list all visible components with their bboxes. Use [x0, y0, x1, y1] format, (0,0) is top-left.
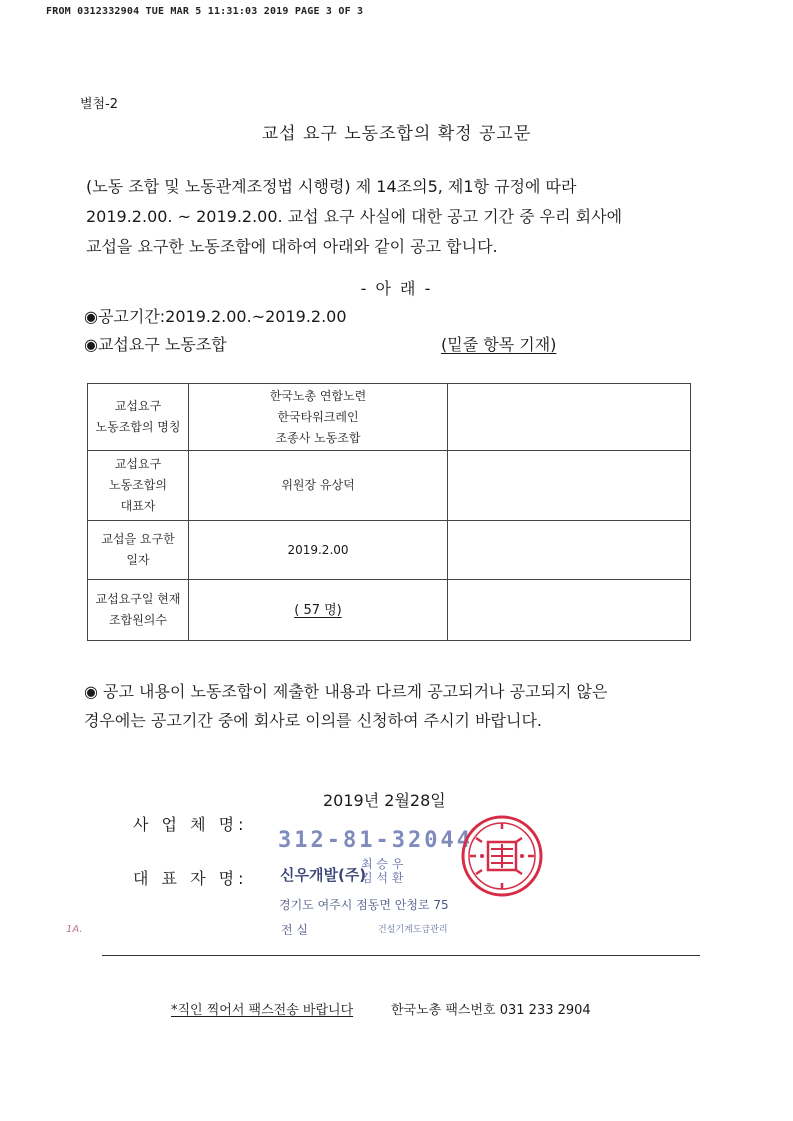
empty-cell [448, 451, 691, 521]
address-stamp: 경기도 여주시 점동면 안청로 75 [279, 898, 449, 912]
empty-cell [448, 580, 691, 641]
footer-fax-number: 한국노총 팩스번호 031 233 2904 [391, 1003, 591, 1018]
table-row [88, 384, 691, 451]
intro-line: (노동 조합 및 노동관계조정법 시행령) 제 14조의5, 제1항 규정에 따라 [86, 177, 577, 196]
document-date: 2019년 2월28일 [323, 791, 446, 810]
footer-note: *직인 찍어서 팩스전송 바랍니다 [171, 1003, 354, 1018]
table-row [88, 521, 691, 580]
representative-names-stamp: 최 승 우 김 석 환 [361, 857, 404, 885]
business-name-label: 사 업 체 명: [133, 815, 248, 834]
row-label: 교섭요구 노동조합의 명칭 [88, 384, 189, 451]
company-seal-icon [460, 814, 544, 898]
separator-line [102, 955, 700, 956]
objection-notice [84, 677, 607, 735]
union-name-value: 한국노총 연합노련 한국타워크레인 조종사 노동조합 [189, 384, 448, 451]
stamp-detail: 건설기계도급관리 [378, 925, 448, 935]
company-name-stamp: 신우개발(주) [280, 866, 367, 884]
business-number-stamp: 312-81-32044 [278, 828, 473, 853]
intro-line: 2019.2.00. ~ 2019.2.00. 교섭 요구 사실에 대한 공고 기간 중 우리 회사에 [86, 207, 623, 226]
notice-period: ◉공고기간:2019.2.00.~2019.2.00 [84, 307, 347, 326]
below-heading: - 아 래 - [360, 279, 433, 298]
empty-cell [448, 384, 691, 451]
request-date-value: 2019.2.00 [189, 521, 448, 580]
intro-line: 교섭을 요구한 노동조합에 대하여 아래와 같이 공고 합니다. [86, 237, 498, 256]
empty-cell [448, 521, 691, 580]
table-row [88, 580, 691, 641]
fax-header: FROM 0312332904 TUE MAR 5 11:31:03 2019 PAGE 3 OF 3 [46, 6, 364, 17]
union-info-table [87, 383, 691, 641]
union-heading: ◉교섭요구 노동조합 [84, 335, 227, 354]
row-label: 교섭요구일 현재 조합원의수 [88, 580, 189, 641]
margin-mark: 1A. [66, 924, 83, 935]
notice-line: 경우에는 공고기간 중에 회사로 이의를 신청하여 주시기 바랍니다. [84, 711, 543, 730]
notice-line: ◉ 공고 내용이 노동조합이 제출한 내용과 다르게 공고되거나 공고되지 않은 [84, 682, 608, 701]
row-label: 교섭요구 노동조합의 대표자 [88, 451, 189, 521]
attachment-label: 별첨-2 [80, 97, 119, 112]
fill-note: (밑줄 항목 기재) [441, 335, 557, 354]
row-label: 교섭을 요구한 일자 [88, 521, 189, 580]
representative-value: 위원장 유상덕 [189, 451, 448, 521]
member-count-value: ( 57 명) [189, 580, 448, 641]
representative-label: 대 표 자 명: [133, 869, 248, 888]
intro-paragraph [86, 172, 622, 262]
stamp-line: 전 실 [281, 923, 308, 937]
document-title: 교섭 요구 노동조합의 확정 공고문 [261, 124, 532, 144]
table-row [88, 451, 691, 521]
